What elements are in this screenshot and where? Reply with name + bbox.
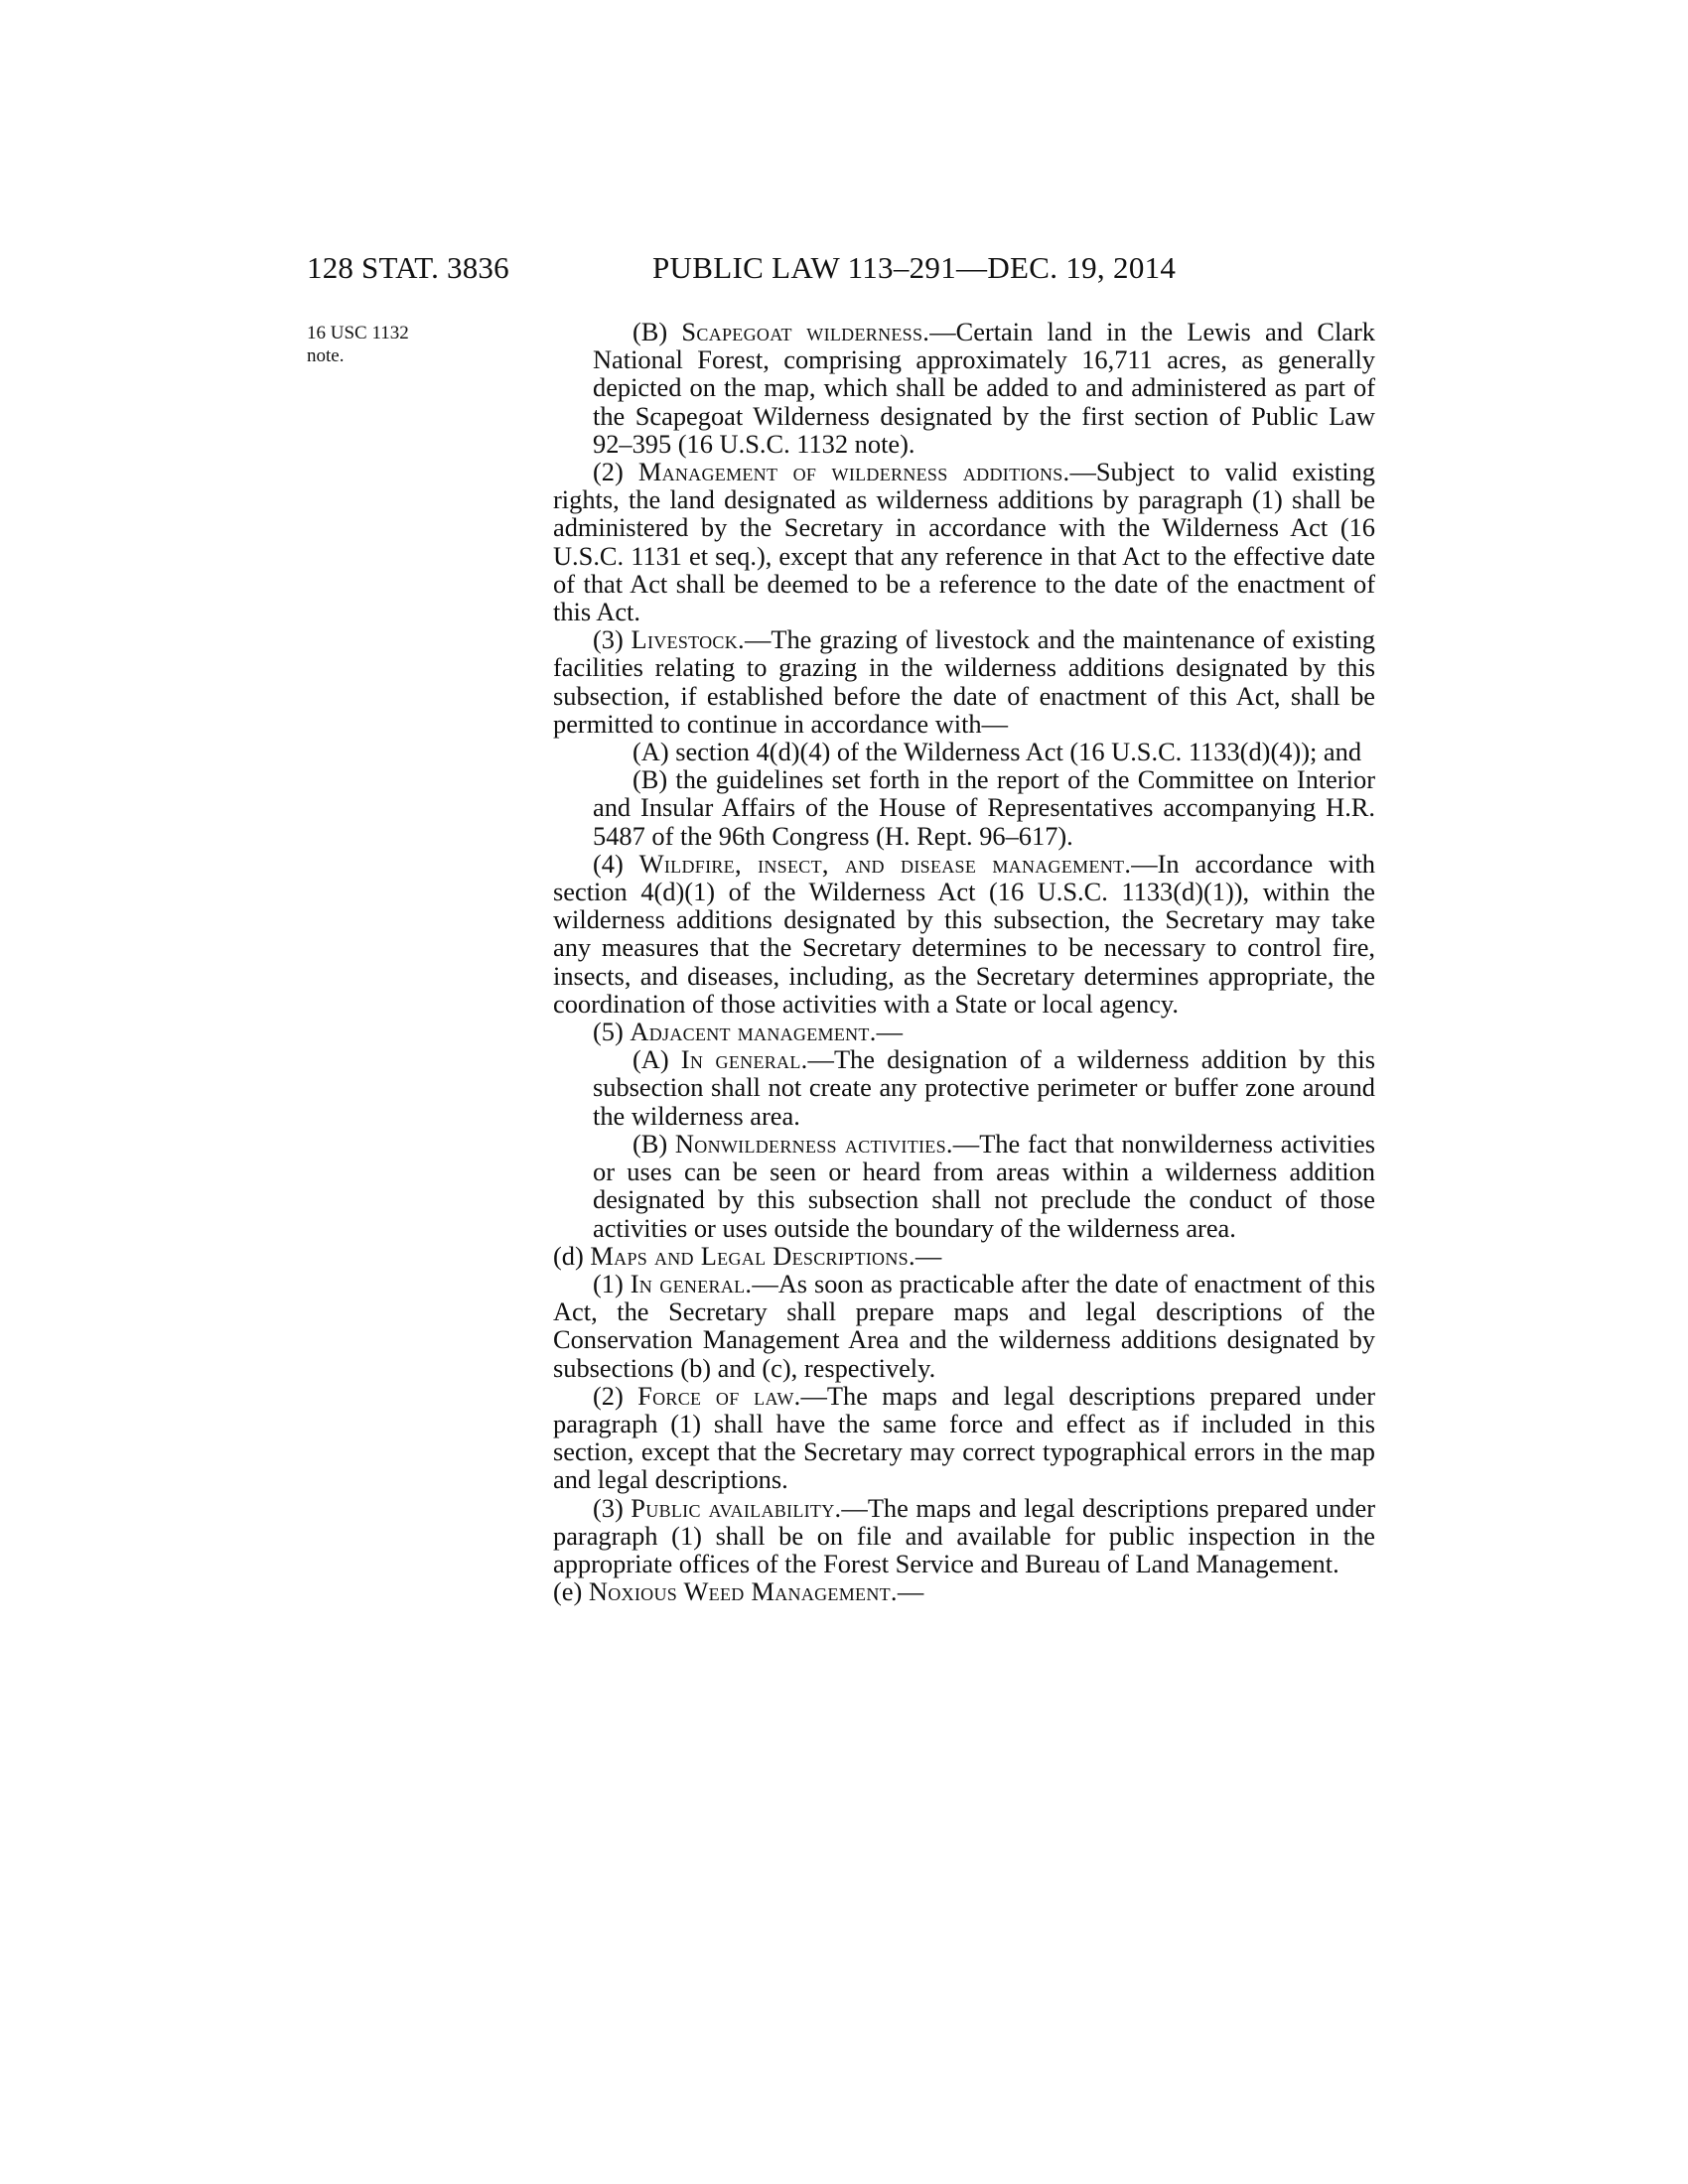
para-text: section 4(d)(4) of the Wilderness Act (16 U.S.C. 1133(d)(4)); and — [675, 737, 1362, 767]
para-text: —Subject to valid existing rights, the land designated as wilderness additions by paragraph (1) shall be administered by the Secretary in accordance with the Wilderness Act (16 U.S.C. 1131 et seq.), except that any reference in that Act to the effective date of that Act shall be deemed to be a reference to the date of the enactment of this Act. — [553, 457, 1375, 627]
para-c2-management-of-wilderness-additions — [553, 458, 1375, 625]
para-heading: Scapegoat wilderness. — [681, 317, 930, 346]
para-label: (2) — [593, 457, 638, 487]
para-heading: Adjacent management. — [630, 1017, 877, 1047]
para-heading: In general. — [630, 1268, 753, 1298]
para-text: — — [897, 1576, 924, 1607]
statute-page-reference: 128 STAT. 3836 — [307, 250, 509, 285]
para-label: (5) — [593, 1017, 631, 1047]
para-d3-public-availability — [553, 1494, 1375, 1578]
para-label: (3) — [593, 1492, 632, 1523]
para-label: (3) — [593, 624, 632, 655]
para-label: (d) — [553, 1240, 591, 1271]
margin-note-line-2: note. — [307, 345, 345, 366]
para-text: —As soon as practicable after the date of enactment of this Act, the Secretary shall prepare maps and legal descriptions of the Conservation Management Area and the wilderness additions designated by subsections (b) and (c), respectively. — [553, 1268, 1375, 1383]
para-heading: In general. — [680, 1044, 808, 1075]
para-c5b-nonwilderness-activities — [553, 1130, 1375, 1242]
para-text: —The maps and legal descriptions prepared under paragraph (1) shall have the same force and effect as if included in this section, except that the Secretary may correct typographical errors in the map and legal descriptions. — [553, 1380, 1375, 1495]
para-d1-in-general — [553, 1270, 1375, 1382]
para-text: —Certain land in the Lewis and Clark National Forest, comprising approximately 16,711 acres, as generally depicted on the map, which shall be added to and administered as part of the Scapegoat Wilderness designated by the first section of Public Law 92–395 (16 U.S.C. 1132 note). — [593, 317, 1375, 459]
para-text: — — [914, 1240, 942, 1271]
para-c4-wildfire-insect-disease — [553, 850, 1375, 1018]
para-c3a-section-4d4 — [553, 738, 1375, 765]
para-heading: Wildfire, insect, and disease management. — [638, 848, 1132, 879]
para-heading: Maps and Legal Descriptions. — [590, 1240, 915, 1271]
para-label: (2) — [593, 1380, 638, 1411]
para-label: (4) — [593, 848, 639, 879]
margin-citation-note — [307, 322, 446, 367]
para-label: (B) — [633, 764, 676, 795]
para-label: (B) — [633, 317, 682, 346]
para-heading: Nonwilderness activities. — [674, 1128, 953, 1159]
para-c5a-in-general — [553, 1045, 1375, 1130]
para-d2-force-of-law — [553, 1382, 1375, 1494]
para-heading: Management of wilderness additions. — [637, 457, 1070, 487]
law-title-header: PUBLIC LAW 113–291—DEC. 19, 2014 — [652, 250, 1177, 285]
para-heading: Public availability. — [631, 1492, 842, 1523]
statute-body-text — [553, 318, 1375, 1605]
para-text: the guidelines set forth in the report of the Committee on Interior and Insular Affairs of the House of Representatives accompanying H.R. 5487 of the 96th Congress (H. Rept. 96–617). — [593, 764, 1375, 851]
para-c1b-scapegoat-wilderness — [553, 318, 1375, 458]
para-text: —The maps and legal descriptions prepared under paragraph (1) shall be on file and available for public inspection in the appropriate offices of the Forest Service and Bureau of Land Management. — [553, 1492, 1375, 1578]
para-c3-livestock — [553, 625, 1375, 738]
para-c3b-guidelines — [553, 765, 1375, 850]
para-text: —The grazing of livestock and the maintenance of existing facilities relating to grazing in the wilderness additions designated by this subsection, if established before the date of enactment of this Act, shall be permitted to continue in accordance with— — [553, 624, 1375, 739]
para-heading: Livestock. — [631, 624, 745, 655]
para-c5-adjacent-management — [553, 1018, 1375, 1045]
para-label: (1) — [593, 1268, 631, 1298]
para-label: (A) — [633, 1044, 681, 1075]
para-text: —The designation of a wilderness addition by this subsection shall not create any protective perimeter or buffer zone around the wilderness area. — [593, 1044, 1375, 1131]
para-e-noxious-weed-management — [553, 1577, 1375, 1605]
para-text: —The fact that nonwilderness activities or uses can be seen or heard from areas within a wilderness addition designated by this subsection shall not preclude the conduct of those activities or uses outside the boundary of the wilderness area. — [593, 1128, 1376, 1243]
para-heading: Force of law. — [637, 1380, 801, 1411]
para-label: (A) — [633, 737, 676, 767]
para-label: (e) — [553, 1576, 589, 1607]
para-text: — — [876, 1017, 904, 1047]
para-d-maps-and-legal-descriptions — [553, 1242, 1375, 1270]
para-heading: Noxious Weed Management. — [588, 1576, 898, 1607]
margin-note-line-1: 16 USC 1132 — [307, 323, 409, 343]
para-label: (B) — [633, 1128, 675, 1159]
para-text: —In accordance with section 4(d)(1) of the Wilderness Act (16 U.S.C. 1133(d)(1)), within the wilderness additions designated by this subsection, the Secretary may take any measures that the Secretary determines to be necessary to control fire, insects, and diseases, including, as the Secretary determines appropriate, the coordination of those activities with a State or local agency. — [553, 848, 1375, 1019]
